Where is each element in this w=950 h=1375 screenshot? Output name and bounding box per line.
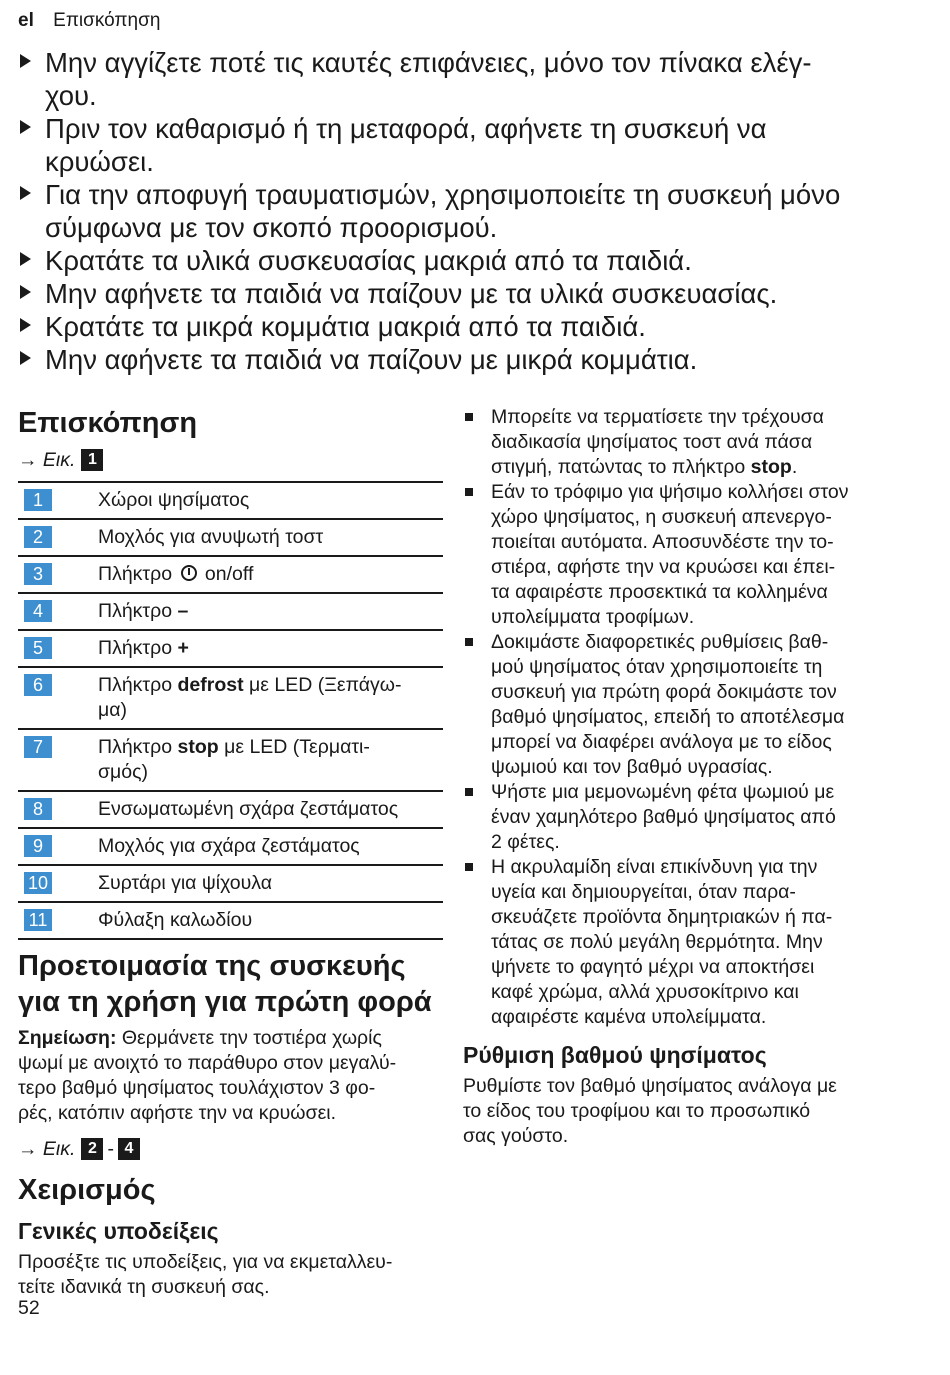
part-number-badge: 6 (24, 674, 52, 696)
parts-table (18, 481, 443, 940)
table-row (18, 729, 443, 791)
table-row (18, 482, 443, 519)
operation-heading: Χειρισμός (18, 1174, 156, 1206)
part-number-badge: 9 (24, 835, 52, 857)
triangle-bullet-icon (20, 54, 31, 68)
square-bullet-icon (465, 638, 473, 646)
general-notes-heading: Γενικές υποδείξεις (18, 1218, 219, 1244)
square-bullet-icon (465, 413, 473, 421)
part-number-badge: 11 (24, 909, 52, 931)
table-row (18, 865, 443, 902)
part-label: Μοχλός για σχάρα ζεστάματος (98, 828, 443, 865)
safety-bullet: Μην αγγίζετε ποτέ τις καυτές επιφάνειες, μόνο τον πίνακα ελέγ- χου. (18, 46, 918, 112)
safety-bullet: Πριν τον καθαρισμό ή τη μεταφορά, αφήνετε τη συσκευή να κρυώσει. (18, 112, 918, 178)
part-label: Πλήκτρο – (98, 593, 443, 630)
part-label: Ενσωματωμένη σχάρα ζεστάματος (98, 791, 443, 828)
square-bullet-icon (465, 488, 473, 496)
triangle-bullet-icon (20, 285, 31, 299)
triangle-bullet-icon (20, 252, 31, 266)
safety-bullet: Μην αφήνετε τα παιδιά να παίζουν με τα υλικά συσκευασίας. (18, 277, 918, 310)
figure-reference: → Εικ. 1 (18, 447, 443, 473)
part-label: Πλήκτρο on/off (98, 556, 443, 593)
safety-bullet: Κρατάτε τα μικρά κομμάτια μακριά από τα παιδιά. (18, 310, 918, 343)
table-row (18, 667, 443, 729)
browning-text: Ρυθμίστε τον βαθμό ψησίματος ανάλογα με το είδος του τροφίμου και το προσωπικό σας γούστο. (463, 1075, 837, 1147)
overview-heading: Επισκόπηση (18, 407, 198, 439)
tips-bullet-list (463, 405, 898, 1030)
preparation-heading: Προετοιμασία της συσκευής για τη χρήση για πρώτη φορά (18, 950, 432, 1018)
list-item: Μπορείτε να τερματίσετε την τρέχουσα διαδικασία ψησίματος τοστ ανά πάσα στιγμή, πατώντας το πλήκτρο stop. (463, 405, 898, 480)
part-label: Πλήκτρο defrost με LED (Ξεπάγω- μα) (98, 667, 443, 729)
safety-bullet: Μην αφήνετε τα παιδιά να παίζουν με μικρά κομμάτια. (18, 343, 918, 376)
part-number-badge: 4 (24, 600, 52, 622)
part-number-badge: 2 (24, 526, 52, 548)
figure-number-badge: 2 (81, 1138, 103, 1160)
table-row (18, 519, 443, 556)
right-column (463, 405, 898, 1149)
language-code: el (18, 10, 34, 31)
triangle-bullet-icon (20, 120, 31, 134)
header-section: Επισκόπηση (53, 10, 161, 31)
safety-bullet: Για την αποφυγή τραυματισμών, χρησιμοποιείτε τη συσκευή μόνο σύμφωνα με τον σκοπό προορισμού. (18, 178, 918, 244)
left-column (18, 405, 443, 1300)
list-item: Ψήστε μια μεμονωμένη φέτα ψωμιού με έναν χαμηλότερο βαθμό ψησίματος από 2 φέτες. (463, 780, 898, 855)
list-item: Δοκιμάστε διαφορετικές ρυθμίσεις βαθ- μού ψησίματος όταν χρησιμοποιείτε τη συσκευή για πρώτη φορά δοκιμάστε τον βαθμό ψησίματος, επειδή το αποτέλεσμα μπορεί να διαφέρει ανάλογα με το είδος ψωμιού και τον βαθμό υγρασίας. (463, 630, 898, 780)
table-row (18, 902, 443, 939)
browning-heading: Ρύθμιση βαθμού ψησίματος (463, 1042, 767, 1068)
safety-bullet: Κρατάτε τα υλικά συσκευασίας μακριά από τα παιδιά. (18, 244, 918, 277)
table-row (18, 630, 443, 667)
list-item: Εάν το τρόφιμο για ψήσιμο κολλήσει στον χώρο ψησίματος, η συσκευή απενεργο- ποιείται αυτόματα. Αποσυνδέστε την το- στιέρα, αφήστε την να κρυώσει και έπει- τα αφαιρέστε προσεκτικά τα κολλημένα υπολείμματα τροφίμων. (463, 480, 898, 630)
table-row (18, 791, 443, 828)
part-label: Πλήκτρο + (98, 630, 443, 667)
part-label: Συρτάρι για ψίχουλα (98, 865, 443, 902)
triangle-bullet-icon (20, 351, 31, 365)
figure-number-badge: 4 (118, 1138, 140, 1160)
triangle-bullet-icon (20, 318, 31, 332)
preparation-note: Σημείωση: Θερμάνετε την τοστιέρα χωρίς ψωμί με ανοιχτό το παράθυρο στον μεγαλύ- τερο βαθμό ψησίματος τουλάχιστον 3 φο- ρές, κατόπιν αφήστε την να κρυώσει. (18, 1027, 397, 1124)
part-number-badge: 7 (24, 736, 52, 758)
triangle-bullet-icon (20, 186, 31, 200)
page-header (18, 10, 160, 32)
part-number-badge: 3 (24, 563, 52, 585)
safety-bullet-list (18, 46, 918, 376)
part-number-badge: 1 (24, 489, 52, 511)
part-label: Φύλαξη καλωδίου (98, 902, 443, 939)
general-notes-text: Προσέξτε τις υποδείξεις, για να εκμεταλλευ- τείτε ιδανικά τη συσκευή σας. (18, 1251, 393, 1298)
part-label: Μοχλός για ανυψωτή τοστ (98, 519, 443, 556)
part-label: Πλήκτρο stop με LED (Τερματι- σμός) (98, 729, 443, 791)
list-item: Η ακρυλαμίδη είναι επικίνδυνη για την υγεία και δημιουργείται, όταν παρα- σκευάζετε προϊόντα δημητριακών ή πα- τάτας σε πολύ μεγάλη θερμότητα. Μην ψήνετε το φαγητό μέχρι να αποκτήσει καφέ χρώμα, αλλά χρυσοκίτρινο και αφαιρέστε καμένα υπολείμματα. (463, 855, 898, 1030)
part-number-badge: 8 (24, 798, 52, 820)
part-label: Χώροι ψησίματος (98, 482, 443, 519)
power-icon (181, 565, 197, 581)
page-number: 52 (18, 1297, 40, 1319)
square-bullet-icon (465, 788, 473, 796)
figure-number-badge: 1 (81, 449, 103, 471)
table-row (18, 556, 443, 593)
square-bullet-icon (465, 863, 473, 871)
table-row (18, 593, 443, 630)
figure-reference: → Εικ. 2 - 4 (18, 1136, 443, 1162)
table-row (18, 828, 443, 865)
part-number-badge: 10 (24, 872, 52, 894)
part-number-badge: 5 (24, 637, 52, 659)
